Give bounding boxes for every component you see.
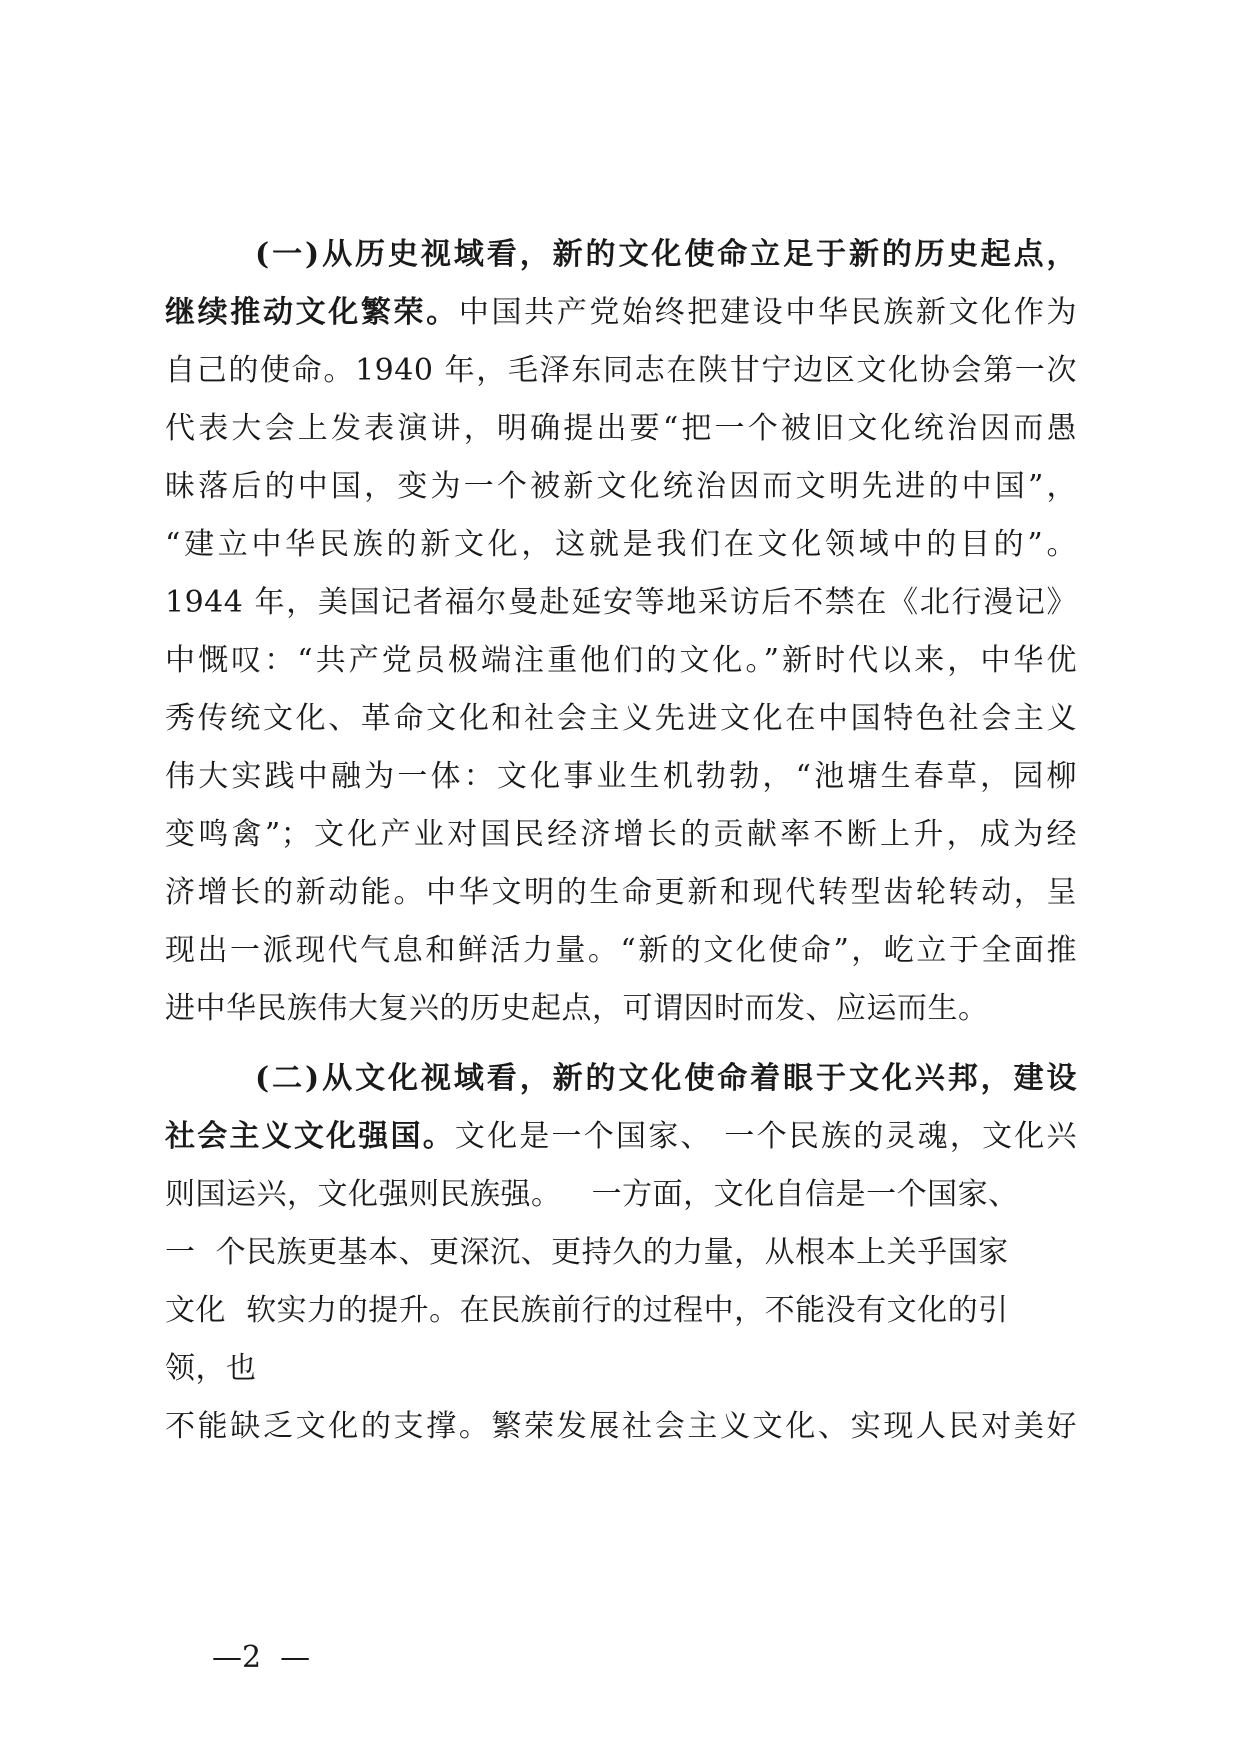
text-line [165, 1050, 1077, 1108]
text-line [165, 574, 1077, 632]
paragraph-text: 1944 年，美国记者福尔曼赴延安等地采访后不禁在《北行漫记》 [165, 585, 1077, 620]
section-heading: 社会主义文化强国。 [165, 1119, 455, 1154]
section-1 [165, 226, 1077, 1038]
text-line [165, 806, 1077, 864]
text-line [165, 1166, 1077, 1224]
text-line [165, 516, 1077, 574]
paragraph-text: 济增长的新动能。中华文明的生命更新和现代转型齿轮转动，呈 [165, 875, 1077, 910]
text-line [165, 284, 1077, 342]
paragraph-text: 伟大实践中融为一体：文化事业生机勃勃，“池塘生春草，园柳 [165, 759, 1077, 794]
paragraph-text: 文化是一个国家、 一个民族的灵魂，文化兴 [454, 1119, 1077, 1154]
text-line [165, 1340, 1077, 1398]
text-line [165, 748, 1077, 806]
paragraph-text: 进中华民族伟大复兴的历史起点，可谓因时而发、应运而生。 [165, 991, 989, 1026]
paragraph-text: 自己的使命。1940 年，毛泽东同志在陕甘宁边区文化协会第一次 [165, 353, 1077, 388]
text-line [165, 226, 1077, 284]
paragraph-text: 变鸣禽”；文化产业对国民经济增长的贡献率不断上升，成为经 [165, 817, 1077, 852]
paragraph-text: 不能缺乏文化的支撑。繁荣发展社会主义文化、实现人民对美好 [165, 1409, 1077, 1444]
paragraph-text: 现出一派现代气息和鲜活力量。“新的文化使命”，屹立于全面推 [165, 933, 1077, 968]
section-heading: (二)从文化视域看，新的文化使命着眼于文化兴邦，建设 [255, 1061, 1077, 1096]
text-line [165, 342, 1077, 400]
page-number: —2 — [212, 1640, 311, 1675]
paragraph-text: 一 个民族更基本、更深沉、更持久的力量，从根本上关乎国家 [165, 1235, 1009, 1270]
paragraph-text: 秀传统文化、革命文化和社会主义先进文化在中国特色社会主义 [165, 701, 1077, 736]
section-heading: 继续推动文化繁荣。 [165, 295, 459, 330]
text-line [165, 400, 1077, 458]
text-line [165, 864, 1077, 922]
text-line [165, 1282, 1077, 1340]
text-line [165, 980, 1077, 1038]
text-line [165, 632, 1077, 690]
paragraph-text: “建立中华民族的新文化，这就是我们在文化领域中的目的”。 [165, 527, 1077, 562]
text-line [165, 1108, 1077, 1166]
paragraph-text: 文化 软实力的提升。在民族前行的过程中，不能没有文化的引 [165, 1293, 1009, 1328]
text-line [165, 1398, 1077, 1456]
paragraph-text: 则国运兴，文化强则民族强。 一方面，文化自信是一个国家、 [165, 1177, 1019, 1212]
text-line [165, 458, 1077, 516]
section-heading: (一)从历史视域看，新的文化使命立足于新的历史起点， [255, 237, 1077, 272]
paragraph-text: 领，也 [165, 1351, 257, 1386]
text-line [165, 922, 1077, 980]
text-line [165, 690, 1077, 748]
text-line [165, 1224, 1077, 1282]
paragraph-text: 中慨叹：“共产党员极端注重他们的文化。”新时代以来，中华优 [165, 643, 1077, 678]
body-text [165, 226, 1077, 1456]
section-2 [165, 1050, 1077, 1456]
paragraph-text: 昧落后的中国，变为一个被新文化统治因而文明先进的中国”， [165, 469, 1077, 504]
paragraph-text: 代表大会上发表演讲，明确提出要“把一个被旧文化统治因而愚 [165, 411, 1077, 446]
paragraph-text: 中国共产党始终把建设中华民族新文化作为 [458, 295, 1078, 330]
